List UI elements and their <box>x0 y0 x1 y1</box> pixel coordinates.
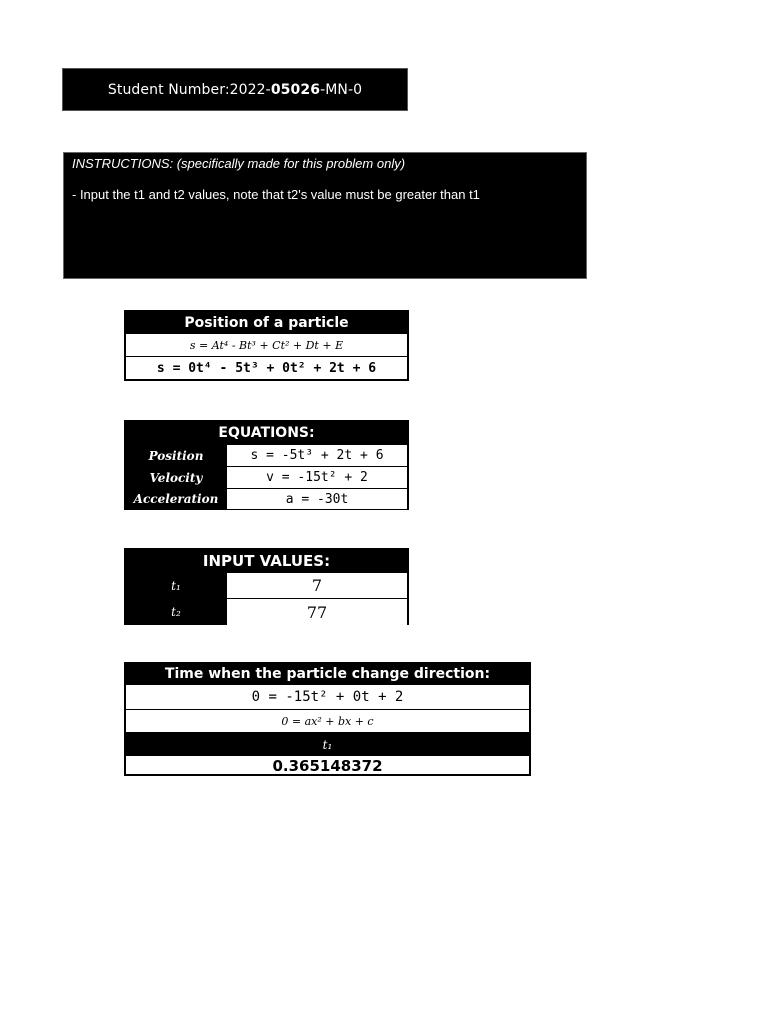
student-number-suffix: -MN-0 <box>320 81 363 98</box>
instructions-title: INSTRUCTIONS: (specifically made for this problem only) <box>72 156 406 171</box>
student-number-label: Student Number: <box>107 81 230 98</box>
position-header: Position of a particle <box>126 312 407 334</box>
equation-row-acceleration <box>126 489 407 509</box>
position-value: s = 0t⁴ - 5t³ + 0t² + 2t + 6 <box>126 356 407 380</box>
student-number-bold: 05026 <box>270 81 321 98</box>
input-values-block <box>124 548 409 625</box>
t1-result-value: 0.365148372 <box>272 757 383 775</box>
t1-input[interactable]: 7 <box>226 573 407 599</box>
direction-change-block <box>124 662 531 776</box>
t1-label: t₁ <box>171 579 181 593</box>
equation-value-position: s = -5t³ + 2t + 6 <box>226 445 407 467</box>
equation-label-position: Position <box>126 445 226 467</box>
equation-value-acceleration: a = -30t <box>226 489 407 509</box>
direction-change-equation: 0 = -15t² + 0t + 2 <box>251 689 404 705</box>
quadratic-general-form: 0 = ax² + bx + c <box>126 709 529 732</box>
equations-block <box>124 420 409 510</box>
instructions-box <box>63 152 587 279</box>
input-row-t1 <box>126 573 407 599</box>
position-block <box>124 310 409 381</box>
equation-row-velocity <box>126 467 407 489</box>
t2-input[interactable]: 77 <box>226 599 407 625</box>
equation-label-acceleration: Acceleration <box>126 489 226 509</box>
input-row-t2 <box>126 599 407 625</box>
equation-label-velocity: Velocity <box>126 467 226 489</box>
input-values-header: INPUT VALUES: <box>126 550 407 573</box>
equation-row-position <box>126 445 407 467</box>
student-number-banner <box>62 68 408 111</box>
student-number-prefix: 2022- <box>229 81 271 98</box>
direction-change-header: Time when the particle change direction: <box>126 664 529 685</box>
t1-result-label: t₁ <box>126 732 529 756</box>
equation-value-velocity: v = -15t² + 2 <box>226 467 407 489</box>
instructions-line: - Input the t1 and t2 values, note that t2's value must be greater than t1 <box>72 187 480 202</box>
equations-header: EQUATIONS: <box>126 422 407 445</box>
t2-label: t₂ <box>171 605 181 619</box>
position-general-formula: s = At⁴ - Bt³ + Ct² + Dt + E <box>189 338 344 352</box>
